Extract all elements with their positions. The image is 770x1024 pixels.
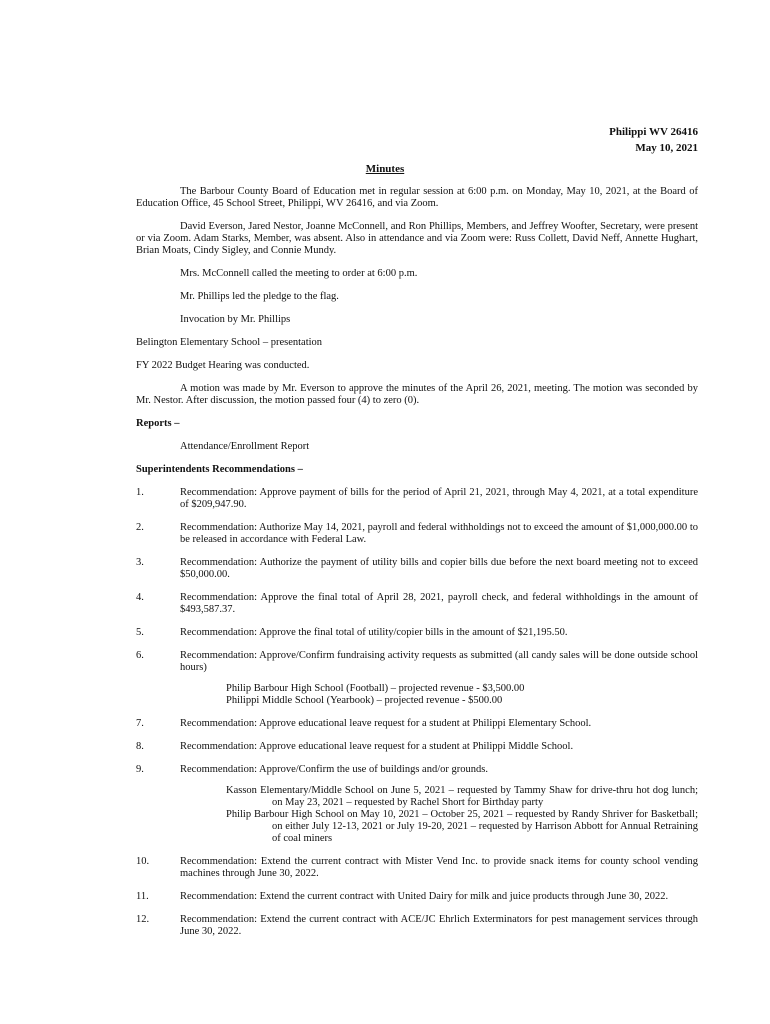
recommendation-item: [136, 522, 698, 546]
recommendation-item: [136, 891, 698, 903]
recommendation-item: [136, 557, 698, 581]
fundraising-entry: Philip Barbour High School (Football) – projected revenue - $3,500.00: [226, 683, 525, 694]
recommendation-number: 10.: [136, 856, 150, 867]
call-to-order: Mrs. McConnell called the meeting to order at 6:00 p.m.: [180, 268, 418, 279]
invocation: Invocation by Mr. Phillips: [180, 314, 291, 325]
recommendation-text: Recommendation: Approve educational leave request for a student at Philippi Middle School.: [180, 741, 574, 752]
attendance-paragraph: David Everson, Jared Nestor, Joanne McConnell, and Ron Phillips, Members, and Jeffrey Woofter, Secretary, were present or via Zoom. Adam Starks, Member, was absent. Also in attendance and via Zoom were: Russ Collett, David Neff, Annette Hughart, Brian Moats, Cindy Sigley, and Connie Mundy.: [136, 221, 698, 256]
recommendations-heading: Superintendents Recommendations –: [136, 464, 303, 475]
recommendation-number: 3.: [136, 557, 144, 568]
reports-heading: Reports –: [136, 418, 180, 429]
recommendation-item: [136, 914, 698, 938]
recommendation-item: [136, 487, 698, 511]
recommendation-text: Recommendation: Approve educational leave request for a student at Philippi Elementary School.: [180, 718, 592, 729]
recommendation-text: Recommendation: Approve the final total of April 28, 2021, payroll check, and federal withholdings in the amount of $493,587.37.: [180, 592, 698, 615]
pledge: Mr. Phillips led the pledge to the flag.: [180, 291, 339, 302]
opening-paragraph: The Barbour County Board of Education met in regular session at 6:00 p.m. on Monday, May 10, 2021, at the Board of Education Office, 45 School Street, Philippi, WV 26416, and via Zoom.: [136, 186, 698, 209]
recommendation-text: Recommendation: Approve/Confirm fundraising activity requests as submitted (all candy sales will be done outside school hours): [180, 650, 698, 673]
recommendation-item: [136, 650, 698, 674]
recommendation-text: Recommendation: Authorize May 14, 2021, payroll and federal withholdings not to exceed the amount of $1,000,000.00 to be released in accordance with Federal Law.: [180, 522, 698, 545]
buildings-list: [226, 785, 698, 845]
recommendation-item: [136, 856, 698, 880]
recommendation-text: Recommendation: Approve/Confirm the use of buildings and/or grounds.: [180, 764, 488, 775]
header-date: May 10, 2021: [635, 142, 698, 154]
recommendation-number: 1.: [136, 487, 144, 498]
document-header: [609, 124, 698, 156]
recommendation-item: [136, 627, 698, 639]
recommendation-item: [136, 764, 698, 776]
fundraising-list: [226, 683, 698, 707]
recommendation-item: [136, 592, 698, 616]
recommendation-text: Recommendation: Approve the final total of utility/copier bills in the amount of $21,195.50.: [180, 627, 568, 638]
reports-item: Attendance/Enrollment Report: [180, 441, 310, 452]
recommendation-number: 2.: [136, 522, 144, 533]
fundraising-entry: Philippi Middle School (Yearbook) – projected revenue - $500.00: [226, 695, 503, 706]
recommendation-number: 6.: [136, 650, 144, 661]
minutes-body: [136, 186, 698, 949]
recommendation-text: Recommendation: Extend the current contract with ACE/JC Ehrlich Exterminators for pest management services through June 30, 2022.: [180, 914, 698, 937]
recommendation-number: 12.: [136, 914, 150, 925]
header-location: Philippi WV 26416: [609, 126, 698, 138]
recommendation-number: 11.: [136, 891, 149, 902]
recommendation-text: Recommendation: Authorize the payment of utility bills and copier bills due before the next board meeting not to exceed $50,000.00.: [180, 557, 698, 580]
recommendation-text: Recommendation: Extend the current contract with Mister Vend Inc. to provide snack items for county school vending machines through June 30, 2022.: [180, 856, 698, 879]
buildings-entry: Philip Barbour High School on May 10, 2021 – October 25, 2021 – requested by Randy Shriver for Basketball; on either July 12-13, 2021 or July 19-20, 2021 – requested by Harrison Abbott for Annual Retraining of coal miners: [226, 809, 698, 844]
recommendation-number: 5.: [136, 627, 144, 638]
presentation: Belington Elementary School – presentation: [136, 337, 323, 348]
budget-hearing: FY 2022 Budget Hearing was conducted.: [136, 360, 310, 371]
recommendation-item: [136, 718, 698, 730]
recommendation-number: 4.: [136, 592, 144, 603]
recommendation-number: 7.: [136, 718, 144, 729]
motion-paragraph: A motion was made by Mr. Everson to approve the minutes of the April 26, 2021, meeting. The motion was seconded by Mr. Nestor. After discussion, the motion passed four (4) to zero (0).: [136, 383, 698, 406]
recommendation-text: Recommendation: Extend the current contract with United Dairy for milk and juice products through June 30, 2022.: [180, 891, 669, 902]
recommendation-number: 8.: [136, 741, 144, 752]
recommendation-text: Recommendation: Approve payment of bills for the period of April 21, 2021, through May 4, 2021, at a total expenditure of $209,947.90.: [180, 487, 698, 510]
page-title: Minutes: [365, 163, 405, 175]
buildings-entry: Kasson Elementary/Middle School on June 5, 2021 – requested by Tammy Shaw for drive-thru hot dog lunch; on May 23, 2021 – requested by Rachel Short for Birthday party: [226, 785, 698, 808]
recommendation-item: [136, 741, 698, 753]
recommendation-number: 9.: [136, 764, 144, 775]
